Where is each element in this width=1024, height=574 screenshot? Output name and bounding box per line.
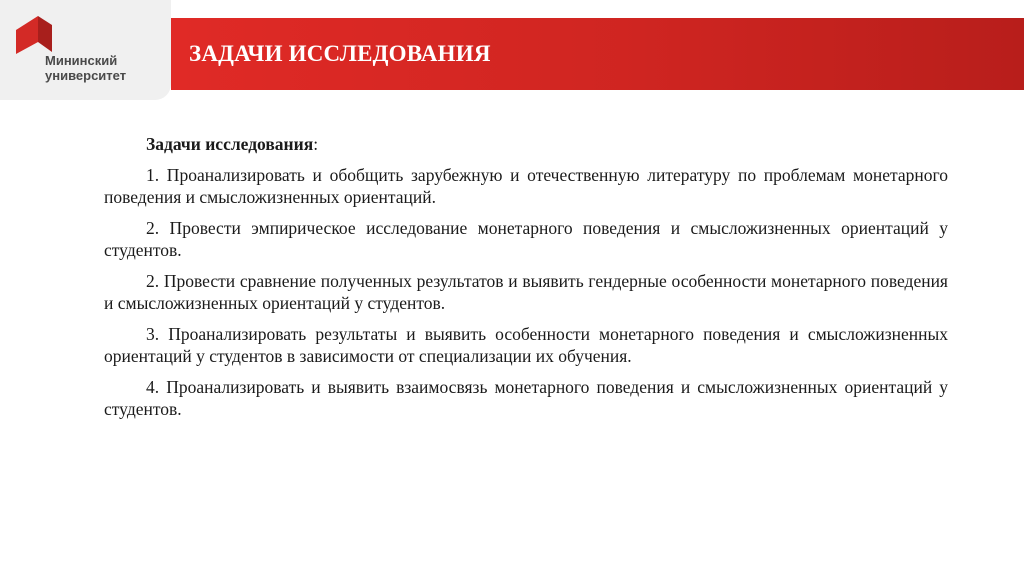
task-item-1: 1. Проанализировать и обобщить зарубежную и отечественную литературу по проблемам монетарного поведения и смысложизненных ориентаций. xyxy=(104,165,948,207)
content-heading-text: Задачи исследования xyxy=(146,134,314,154)
logo-line-2: университет xyxy=(45,68,127,83)
logo-panel xyxy=(0,0,171,100)
task-item-4: 3. Проанализировать результаты и выявить особенности монетарного поведения и смысложизненных ориентаций у студентов в зависимости от специализации их обучения. xyxy=(104,324,948,366)
content-heading-colon: : xyxy=(313,134,319,154)
header-bar xyxy=(171,18,1024,90)
task-item-3: 2. Провести сравнение полученных результатов и выявить гендерные особенности монетарного поведения и смысложизненных ориентаций у студентов. xyxy=(104,271,948,313)
task-item-5: 4. Проанализировать и выявить взаимосвязь монетарного поведения и смысложизненных ориентаций у студентов. xyxy=(104,377,948,419)
logo-text xyxy=(45,53,126,83)
page-title: ЗАДАЧИ ИССЛЕДОВАНИЯ xyxy=(189,41,491,66)
book-logo-icon xyxy=(14,14,54,54)
logo-line-1: Мининский xyxy=(45,53,118,68)
content-area xyxy=(104,133,948,429)
task-item-2: 2. Провести эмпирическое исследование монетарного поведения и смысложизненных ориентаций у студентов. xyxy=(104,218,948,260)
content-heading xyxy=(104,133,948,155)
